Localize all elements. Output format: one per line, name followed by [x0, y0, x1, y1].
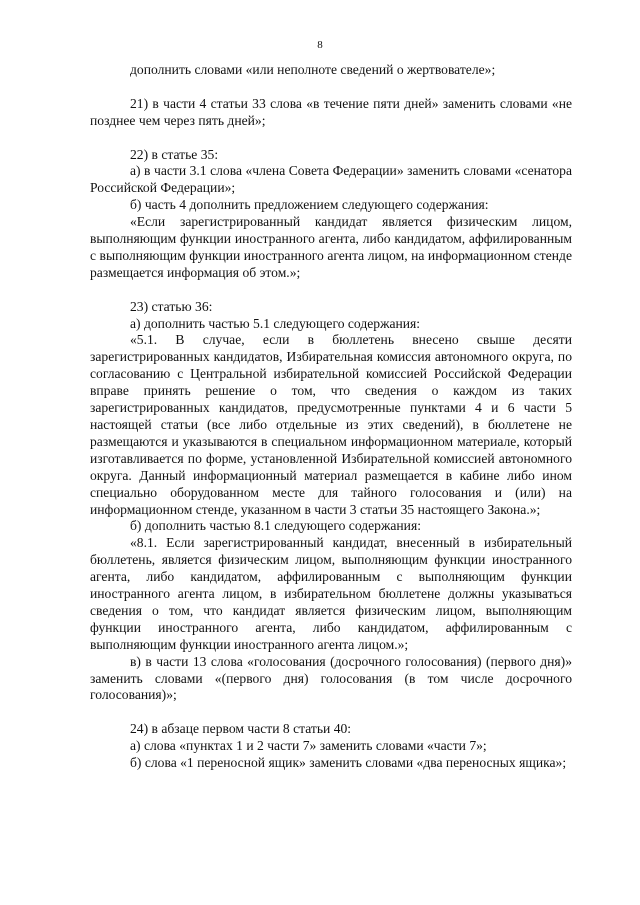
paragraph-item-24: 24) в абзаце первом части 8 статьи 40: — [130, 721, 352, 737]
paragraph-subitem-b: б) слова «1 переносной ящик» заменить словами «два переносных ящика»; — [130, 755, 567, 771]
paragraph-subitem-b: б) часть 4 дополнить предложением следующего содержания: — [130, 197, 489, 213]
document-body — [90, 62, 572, 772]
paragraph-subitem-v: в) в части 13 слова «голосования (досрочного голосования) (первого дня)» заменить словами «(первого дня) голосования (в том числе досрочного голосования)»; — [90, 653, 572, 703]
paragraph-quote: «Если зарегистрированный кандидат является физическим лицом, выполняющим функции иностранного агента, либо кандидатом, аффилированным с выполняющим функции иностранного агента лицом, на информационном стенде размещается информация об этом.»; — [90, 214, 572, 280]
paragraph-quote-8-1: «8.1. Если зарегистрированный кандидат, внесенный в избирательный бюллетень, является физическим лицом, выполняющим функции иностранного агента, либо кандидатом, аффилированным с выполняющим функции иностранного агента лицом, в избирательном бюллетене должны указываться сведения о том, что кандидат является физическим лицом, выполняющим функции иностранного агента, либо кандидатом, аффилированным с выполняющим функции иностранного агента лицом.»; — [90, 535, 572, 652]
page-number: 8 — [317, 39, 323, 51]
paragraph-subitem-b: б) дополнить частью 8.1 следующего содержания: — [130, 518, 421, 534]
paragraph-item-22: 22) в статье 35: — [130, 146, 219, 162]
paragraph-subitem-a: а) дополнить частью 5.1 следующего содержания: — [130, 315, 421, 331]
paragraph-item-23: 23) статью 36: — [130, 298, 213, 314]
paragraph-item-21: 21) в части 4 статьи 33 слова «в течение пяти дней» заменить словами «не позднее чем через пять дней»; — [90, 95, 572, 128]
paragraph-quote-5-1: «5.1. В случае, если в бюллетень внесено свыше десяти зарегистрированных кандидатов, Избирательная комиссия автономного округа, по согласованию с Центральной избирательной комиссией Российской Федерации вправе принять решение о том, что сведения о каждом из таких зарегистрированных кандидатов, предусмотренные пунктами 4 и 6 части 5 настоящей статьи (все либо отдельные из этих сведений), в бюллетене не размещаются и указываются в специальном информационном материале, который изготавливается по форме, установленной Избирательной комиссией автономного округа. Данный информационный материал размещается в кабине либо ином специально оборудованном месте для тайного голосования и (или) на информационном стенде, указанном в части 3 статьи 35 настоящего Закона.»; — [90, 332, 572, 517]
paragraph-subitem-a: а) слова «пунктах 1 и 2 части 7» заменить словами «части 7»; — [130, 738, 487, 754]
paragraph-subitem-a: а) в части 3.1 слова «члена Совета Федерации» заменить словами «сенатора Российской Федерации»; — [90, 163, 572, 196]
paragraph: дополнить словами «или неполноте сведений о жертвователе»; — [130, 62, 496, 77]
